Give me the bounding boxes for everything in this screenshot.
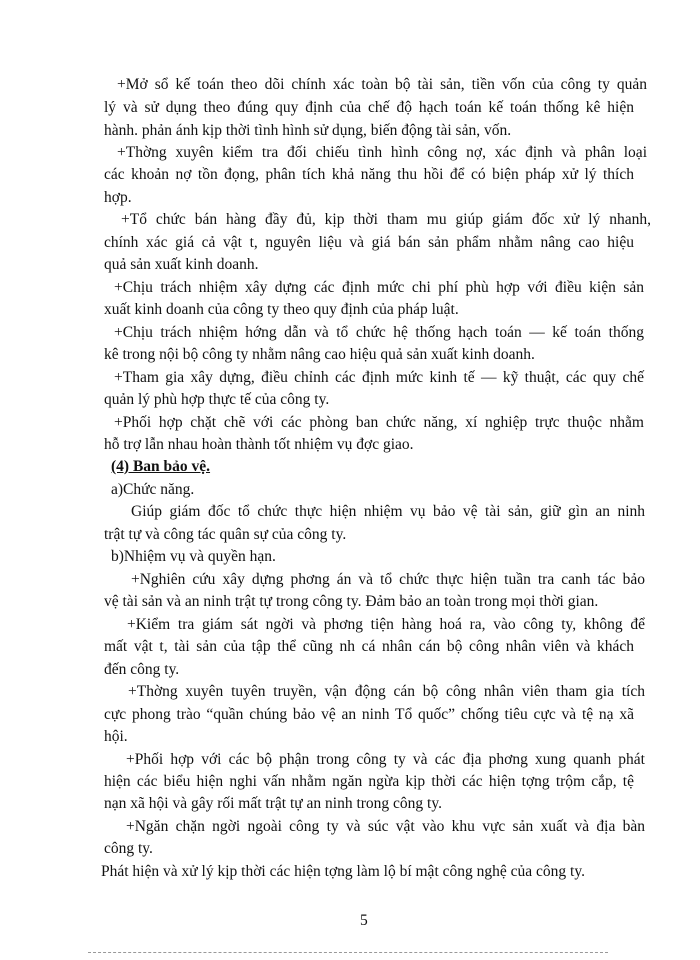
text-line: hợp. [104, 189, 132, 206]
page-number: 5 [360, 912, 368, 929]
text-line: xuất kinh doanh của công ty theo quy định của pháp luật. [104, 301, 459, 318]
text-line: +Thờng xuyên kiểm tra đối chiếu tình hình công nợ, xác định và phân loại [117, 144, 647, 161]
text-line: công ty. [104, 840, 153, 857]
text-line: các khoản nợ tồn đọng, phân tích khả năng thu hồi để có biện pháp xử lý thích [104, 166, 634, 183]
text-line: hiện các biểu hiện nghi vấn nhằm ngăn ngừa kịp thời các hiện tợng trộm cắp, tệ [104, 773, 634, 790]
text-line: +Tham gia xây dựng, điều chỉnh các định mức kinh tế — kỹ thuật, các quy chế [114, 369, 644, 386]
section-heading: (4) Ban bảo vệ. [111, 458, 211, 475]
text-line: quả sản xuất kinh doanh. [104, 256, 259, 273]
text-line: trật tự và công tác quân sự của công ty. [104, 526, 347, 543]
text-line: +Mở sổ kế toán theo dõi chính xác toàn bộ tài sản, tiền vốn của công ty quản [117, 76, 647, 93]
text-line: +Nghiên cứu xây dựng phơng án và tổ chức thực hiện tuần tra canh tác bảo [131, 571, 645, 588]
subsection-heading: b)Nhiệm vụ và quyền hạn. [111, 548, 276, 565]
text-line: đến công ty. [104, 661, 180, 678]
text-line: +Chịu trách nhiệm hớng dẫn và tổ chức hệ thống hạch toán — kế toán thống [114, 324, 644, 341]
subsection-heading: a)Chức năng. [111, 481, 195, 498]
text-line: vệ tài sản và an ninh trật tự trong công ty. Đảm bảo an toàn trong mọi thời gian. [104, 593, 599, 610]
text-line: +Tổ chức bán hàng đầy đủ, kịp thời tham mu giúp giám đốc xử lý nhanh, [121, 211, 651, 228]
text-line: chính xác giá cả vật t, nguyên liệu và giá bán sản phẩm nhằm nâng cao hiệu [104, 234, 634, 251]
text-line: Giúp giám đốc tổ chức thực hiện nhiệm vụ bảo vệ tài sản, giữ gìn an ninh [131, 503, 645, 520]
text-line: +Phối hợp chặt chẽ với các phòng ban chức năng, xí nghiệp trực thuộc nhằm [114, 414, 644, 431]
text-line: +Thờng xuyên tuyên truyền, vận động cán bộ công nhân viên tham gia tích [128, 683, 645, 700]
text-line: +Phối hợp với các bộ phận trong công ty và các địa phơng xung quanh phát [126, 751, 645, 768]
text-line: +Ngăn chặn ngời ngoài công ty và súc vật vào khu vực sản xuất và địa bàn [126, 818, 645, 835]
page-bottom-rule [88, 952, 608, 953]
text-line: hành. phản ánh kịp thời tình hình sử dụng, biến động tài sản, vốn. [104, 122, 512, 139]
text-line: Phát hiện và xử lý kịp thời các hiện tợng làm lộ bí mật công nghệ của công ty. [101, 863, 585, 880]
text-line: quản lý phù hợp thực tế của công ty. [104, 391, 330, 408]
text-line: hội. [104, 728, 128, 745]
text-line: kê trong nội bộ công ty nhằm nâng cao hiệu quả sản xuất kinh doanh. [104, 346, 535, 363]
text-line: mất vật t, tài sản của tập thể cũng nh cá nhân cán bộ công nhân viên và khách [104, 638, 634, 655]
text-line: cực phong trào “quần chúng bảo vệ an ninh Tổ quốc” chống tiêu cực và tệ nạ xã [104, 706, 634, 723]
text-line: hỗ trợ lẫn nhau hoàn thành tốt nhiệm vụ đợc giao. [104, 436, 414, 453]
text-line: nạn xã hội và gây rối mất trật tự an ninh trong công ty. [104, 795, 442, 812]
text-line: +Kiểm tra giám sát ngời và phơng tiện hàng hoá ra, vào công ty, không để [127, 616, 645, 633]
text-line: lý và sử dụng theo đúng quy định của chế độ hạch toán kế toán thống kê hiện [104, 99, 634, 116]
text-line: +Chịu trách nhiệm xây dựng các định mức chi phí phù hợp với điều kiện sản [114, 279, 644, 296]
